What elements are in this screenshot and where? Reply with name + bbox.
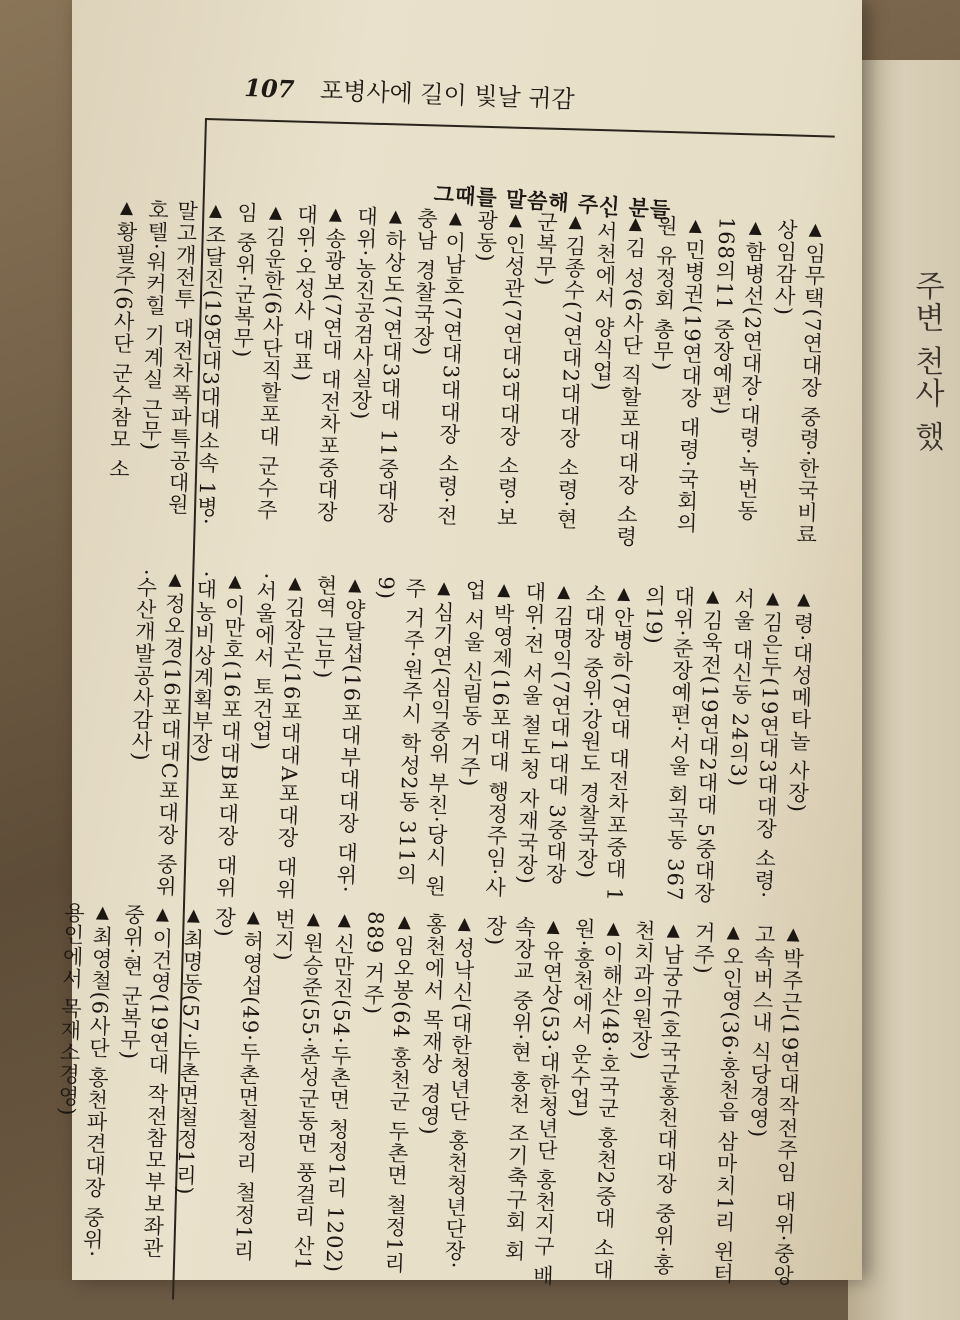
list-item: ▲ 신만진(54·두촌면 청정1리 1202) bbox=[318, 910, 359, 1281]
list-item: ▲ 임무택(7연대장 중령·한국비료 상임감사) bbox=[761, 218, 830, 560]
band-bottom bbox=[55, 901, 807, 1295]
list-item: ▲ 정오경(16포대대C포대장 중위·수산개발공사감사) bbox=[121, 568, 189, 900]
list-item: ▲ 령·대성메타놀 사장) bbox=[779, 589, 818, 920]
list-item: ▲ 박주근(19연대작전주임 대위·중앙고속버스내 식당경영) bbox=[738, 923, 808, 1295]
contributor-list bbox=[55, 198, 830, 1300]
list-item: ▲ 이해산(48·호국군 홍천2중대 소대원·홍천에서 운수업) bbox=[558, 917, 628, 1289]
list-item: ▲ 김은두(19연대3대대장 소령·서울 대신동 24의3) bbox=[719, 587, 787, 919]
list-item: ▲ 이남호(7연대3대대장 소령·전 충남 경찰국장) bbox=[401, 207, 470, 549]
list-item: ▲ 남궁규(호국군홍천대대장 중위·홍천치과의원장) bbox=[618, 919, 688, 1291]
list-item: ▲ 양달섭(16포대부대대장 대위·현역 근무) bbox=[301, 574, 369, 906]
list-item: ▲ 김장곤(16포대대A포대장 대위·서울에서 토건업) bbox=[241, 572, 309, 904]
list-item: ▲ 송광보(7연대 대전차포중대장 대위·오성사 대표) bbox=[281, 203, 350, 545]
list-item: ▲ 원승준(55·춘성군동면 풍걸리 산1번지) bbox=[258, 908, 328, 1280]
list-item: ▲ 최명동(57·두촌면철정1리) bbox=[167, 905, 208, 1276]
running-title: 포병사에 길이 빛날 귀감 bbox=[319, 76, 576, 114]
list-item: ▲ 황필주(6사단 군수참모 소 bbox=[101, 198, 141, 539]
list-item: ▲ 김종수(7연대2대대장 소령·현 군복무) bbox=[521, 211, 590, 553]
list-item: ▲ 안병하(7연대 대전차포중대 1소대장 중위·강원도 경찰국장) bbox=[570, 582, 638, 914]
list-item: ▲ 하상도(7연대3대대 11중대장 대위·농진공검사실장) bbox=[341, 205, 410, 547]
list-item: ▲ 조달진(19연대3대대소속 1병·말고개전투 대전차폭파특공대원 호텔·워커힐 기계실 근무) bbox=[132, 199, 230, 542]
list-item: ▲ 허영섭(49·두촌면철정리 철정1리장) bbox=[198, 906, 268, 1278]
list-item: ▲ 김운한(6사단직할포대 군수주임 중위·군복무) bbox=[221, 201, 290, 543]
band-top bbox=[106, 198, 829, 560]
list-item: ▲ 인성관(7연대3대대장 소령·보광동) bbox=[461, 209, 530, 551]
list-item: ▲ 함병선(2연대장·대령·녹번동168의11 중장예편) bbox=[701, 216, 770, 558]
list-item: ▲ 박영제(16포대대 행정주임·사업 서울 신림동 거주) bbox=[450, 579, 518, 911]
adjacent-page-text: 주변 천사 했 bbox=[909, 270, 944, 454]
section-title: 그때를 말씀해 주신 분들 bbox=[433, 180, 673, 223]
list-item: ▲ 민병권(19연대장 대령·국회의원 유정회 총무) bbox=[641, 215, 710, 557]
list-item: ▲ 심기연(심익중위 부친·당시 원주 거주·원주시 학성2동 311의9) bbox=[361, 576, 458, 909]
list-item: ▲ 유연상(53·대한청년단 홍천지구 배속장교 중위·현 홍천 조기축구회 회장) bbox=[469, 914, 568, 1287]
list-item: ▲ 이만호(16포대대B포대장 대위·대농비상계획부장) bbox=[181, 570, 249, 902]
list-item: ▲ 최영철(6사단 홍천파견대장 중위·용인에서 목재소경영) bbox=[47, 901, 117, 1273]
list-item: ▲ 김명익(7연대1대대 3중대장 대위·전 서울 철도청 자재국장) bbox=[510, 581, 578, 913]
adjacent-page bbox=[848, 60, 960, 1320]
page-number: 107 bbox=[243, 72, 295, 104]
list-item: ▲ 김욱전(19연대2대대 5중대장 대위·준장예편·서울 회곡동 367의19) bbox=[630, 584, 727, 917]
list-item: ▲ 김 성(6사단 직할포대대장 소령·서천에서 양식업) bbox=[581, 213, 650, 555]
list-item: ▲ 임오봉(64 홍천군 두촌면 철정1리 889 거주) bbox=[349, 911, 419, 1283]
list-item: ▲ 이건영(19연대 작전참모부보좌관 중위·현 군복무) bbox=[107, 903, 177, 1275]
list-item: ▲ 오인영(36·홍천읍 삼마치1리 윈터거주) bbox=[678, 921, 748, 1293]
band-middle bbox=[128, 568, 818, 920]
list-item: ▲ 성낙신(대한청년단 홍천청년단장·홍천에서 목재상 경영) bbox=[409, 913, 479, 1285]
